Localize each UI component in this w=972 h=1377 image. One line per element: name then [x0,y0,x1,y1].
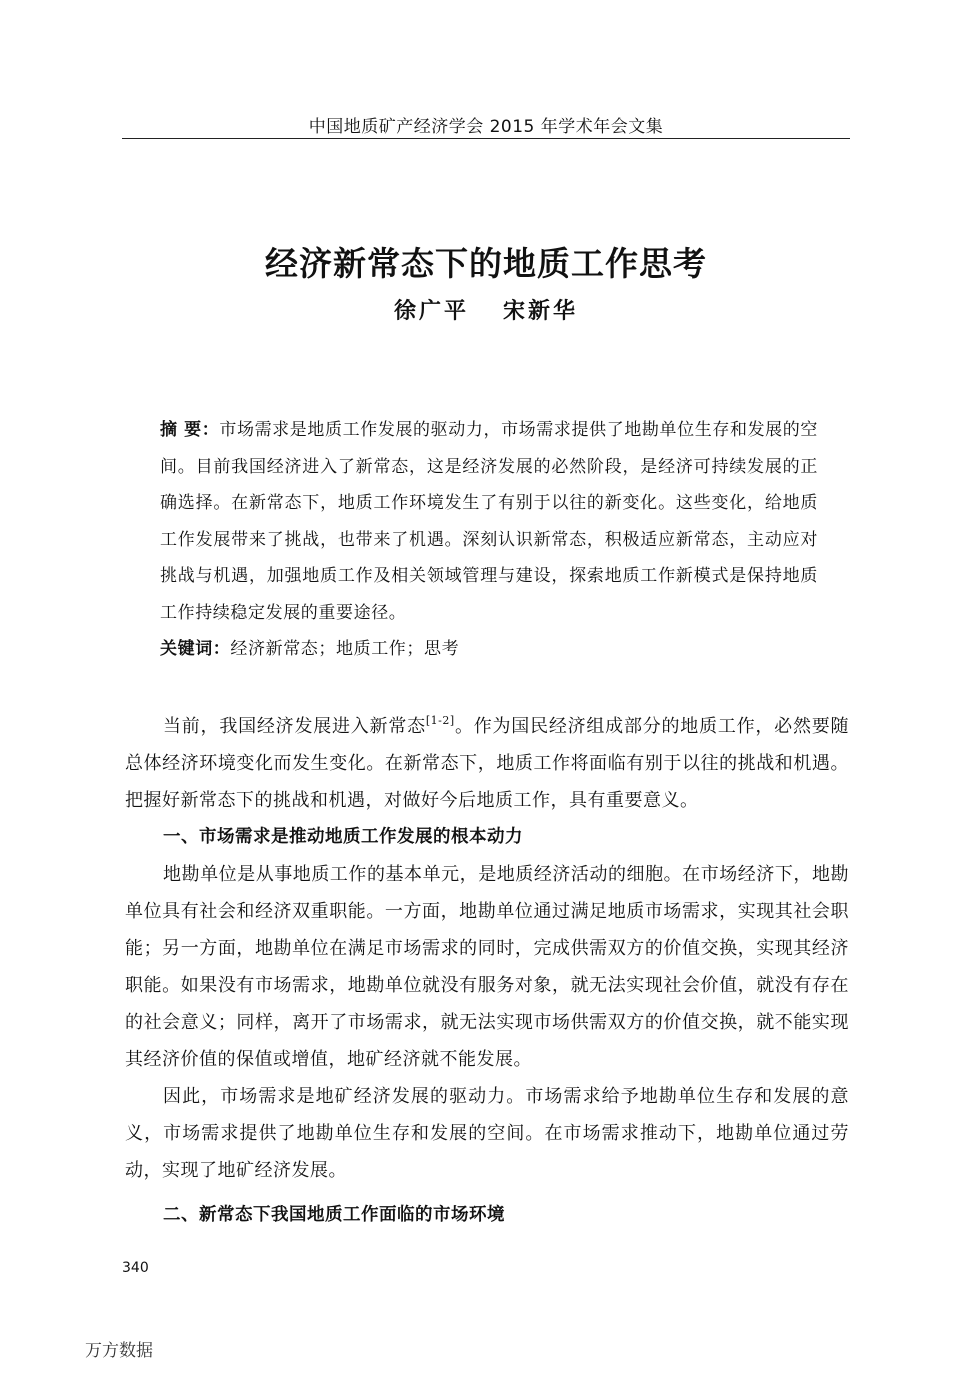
abstract-text: 市场需求是地质工作发展的驱动力，市场需求提供了地勘单位生存和发展的空间。目前我国经济进入了新常态，这是经济发展的必然阶段，是经济可持续发展的正确选择。在新常态下，地质工作环境发生了有别于以往的新变化。这些变化，给地质工作发展带来了挑战，也带来了机遇。深刻认识新常态，积极适应新常态，主动应对挑战与机遇，加强地质工作及相关领域管理与建设，探索地质工作新模式是保持地质工作持续稳定发展的重要途径。 [160,420,818,623]
section-heading-1: 一、市场需求是推动地质工作发展的根本动力 [163,827,523,847]
page-number: 340 [122,1260,149,1276]
database-watermark: 万方数据 [85,1341,153,1361]
intro-text-before: 当前，我国经济发展进入新常态 [163,716,426,737]
abstract-paragraph [160,412,818,631]
intro-text-after: 。作为国民经济组成部分的地质工作，必然要随总体经济环境变化而发生变化。在新常态下，地质工作将面临有别于以往的挑战和机遇。把握好新常态下的挑战和机遇，对做好今后地质工作，具有重要意义。 [125,716,850,811]
abstract-label: 摘 要： [160,420,220,440]
citation-ref: [1-2] [425,714,455,727]
keywords-text: 经济新常态；地质工作；思考 [230,639,460,659]
article-title: 经济新常态下的地质工作思考 [265,244,707,283]
body-paragraph: 因此，市场需求是地矿经济发展的驱动力。市场需求给予地勘单位生存和发展的意义，市场需求提供了地勘单位生存和发展的空间。在市场需求推动下，地勘单位通过劳动，实现了地矿经济发展。 [125,1086,849,1181]
article-body [125,708,849,1234]
intro-paragraph [125,708,849,819]
body-paragraph: 地勘单位是从事地质工作的基本单元，是地质经济活动的细胞。在市场经济下，地勘单位具有社会和经济双重职能。一方面，地勘单位通过满足地质市场需求，实现其社会职能；另一方面，地勘单位在满足市场需求的同时，完成供需双方的价值交换，实现其经济职能。如果没有市场需求，地勘单位就没有服务对象，就无法实现社会价值，就没有存在的社会意义；同样，离开了市场需求，就无法实现市场供需双方的价值交换，就不能实现其经济价值的保值或增值，地矿经济就不能发展。 [125,864,849,1070]
section-heading-2: 二、新常态下我国地质工作面临的市场环境 [163,1205,505,1225]
author-list [0,294,972,325]
author-name: 宋新华 [503,298,579,324]
keywords-label: 关键词： [160,639,231,659]
running-header: 中国地质矿产经济学会 2015 年学术年会文集 [308,117,664,137]
author-name: 徐广平 [393,298,469,324]
header-divider [122,138,850,139]
abstract-block [160,412,818,668]
keywords-paragraph [160,631,818,668]
